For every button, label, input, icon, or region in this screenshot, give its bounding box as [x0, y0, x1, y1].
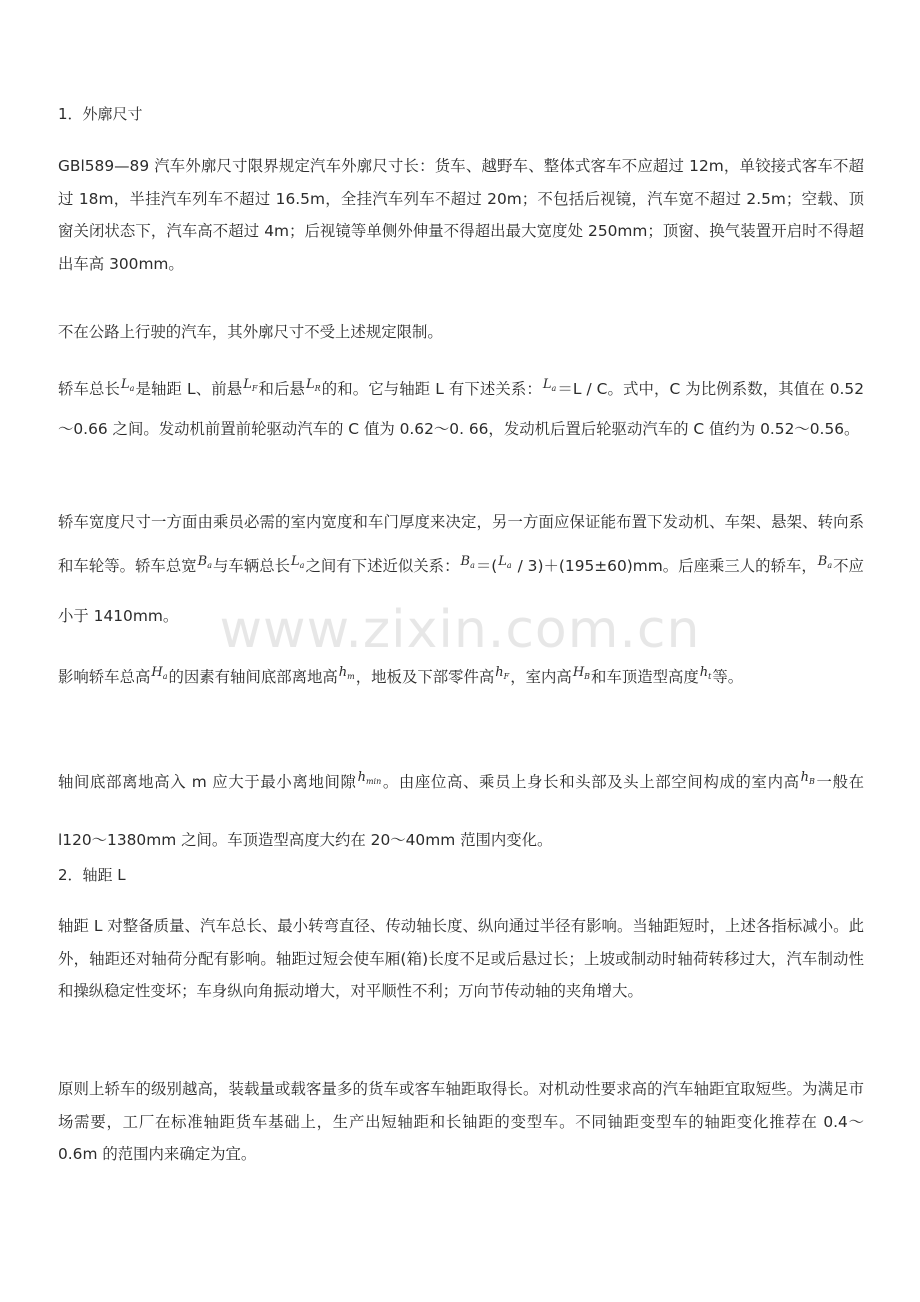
formula-sub: a: [207, 561, 212, 570]
formula-sub: a: [506, 561, 512, 570]
text-run: ，地板及下部零件高: [355, 668, 495, 686]
watermark: www.zixin.com.cn: [219, 600, 701, 660]
formula-sub: B: [584, 672, 591, 681]
formula-sub: a: [827, 561, 833, 570]
text-run: 不应小于 1410mm。: [58, 557, 864, 625]
text-run: 等。: [712, 668, 744, 686]
formula-sub: a: [162, 672, 168, 681]
text-run: 与车辆总长: [212, 557, 291, 575]
paragraph-wheelbase-effects: 轴距 L 对整备质量、汽车总长、最小转弯直径、传动轴长度、纵向通过半径有影响。当轴距短时，上述各指标减小。此外，轴距还对轴荷分配有影响。轴距过短会使车厢(箱)长度不足或后悬过长；上坡或制动时轴荷转移过大，汽车制动性和操纵稳定性变坏；车身纵向角振动增大，对平顺性不利；万向节传动轴的夹角增大。: [58, 917, 864, 1000]
text-run: ，室内高: [510, 668, 572, 686]
text-run: 轿车宽度尺寸一方面由乘员必需的室内宽度和车门厚度来决定，另一方面应保证能布置下发动机、车架、悬架、转向系和车轮等。轿车总宽: [58, 513, 864, 575]
formula-base: B: [460, 554, 471, 569]
paragraph-ground-clearance: [58, 756, 864, 866]
paragraph-outline-limits: GBl589—89 汽车外廓尺寸限界规定汽车外廓尺寸长：货车、越野车、整体式客车不应超过 12m，单铰接式客车不超过 18m，半挂汽车列车不超过 16.5m，全挂汽车列车不超过 20m；不包括后视镜，汽车宽不超过 2.5m；空载、顶窗关闭状态下，汽车高不超过 4m；后视镜等单侧外伸量不得超出最大宽度处 250mm；顶窗、换气装置开启时不得超出车高 300mm。: [58, 157, 864, 273]
formula-sub: a: [551, 384, 557, 393]
formula-base: h: [338, 665, 348, 680]
formula-Ba: [461, 554, 475, 569]
formula-La: [291, 554, 304, 569]
text-run: 轴间底部离地高入 m 应大于最小离地间隙: [58, 773, 357, 791]
formula-sub: t: [708, 672, 712, 681]
paragraph-wheelbase-selection: 原则上轿车的级别越高，装载量或载客量多的货车或客车轴距取得长。对机动性要求高的汽车轴距宜取短些。为满足市场需要，工厂在标准轴距货车基础上，生产出短轴距和长铀距的变型车。不同铀距变型车的轴距变化推荐在 0.4～0.6m 的范围内来确定为宜。: [58, 1080, 864, 1163]
text-run: 的和。它与轴距 L 有下述关系：: [321, 380, 542, 398]
formula-Ba: [198, 554, 212, 569]
text-run: 之间有下述近似关系：: [305, 557, 460, 575]
text-run: 和后悬: [258, 380, 306, 398]
formula-Ha: [151, 665, 167, 680]
formula-HB: [573, 665, 590, 680]
formula-hm: [339, 665, 355, 680]
paragraph-offroad-exemption: 不在公路上行驶的汽车，其外廓尺寸不受上述规定限制。: [58, 323, 443, 341]
formula-base: h: [495, 665, 504, 680]
formula-ht: [700, 665, 712, 680]
formula-sub: a: [470, 561, 475, 570]
formula-base: h: [800, 770, 810, 785]
formula-Ba: [818, 554, 832, 569]
formula-base: H: [151, 665, 163, 680]
formula-sub: a: [129, 384, 135, 393]
formula-sub: F: [251, 384, 258, 393]
text-run: 。由座位高、乘员上身长和头部及头上部空间构成的室内高: [382, 773, 800, 791]
formula-hB: [801, 770, 815, 785]
formula-sub: a: [299, 561, 305, 570]
paragraph-total-height: [58, 660, 864, 700]
formula-sub: F: [503, 672, 510, 681]
formula-base: B: [817, 554, 828, 569]
formula-sub: m: [347, 672, 355, 681]
text-run: 影响轿车总高: [58, 668, 151, 686]
formula-hF: [495, 665, 509, 680]
section-heading-2: 2．轴距 L: [58, 866, 126, 884]
formula-base: L: [306, 377, 315, 392]
paragraph-total-length: [58, 372, 864, 446]
text-run: / 3)＋(195±60)mm。后座乘三人的轿车，: [512, 557, 817, 575]
formula-La: [543, 377, 556, 392]
formula-La: [121, 377, 134, 392]
formula-LF: [243, 377, 257, 392]
formula-base: L: [243, 377, 252, 392]
formula-base: H: [572, 665, 585, 680]
paragraph-total-width: [58, 500, 864, 638]
formula-base: L: [498, 554, 507, 569]
text-run: ＝L / C。式中，C 为比例系数，其值在 0.52～0.66 之间。发动机前置前轮驱动汽车的 C 值为 0.62～0. 66，发动机后置后轮驱动汽车的 C 值约为 0.52～0.56。: [58, 380, 864, 438]
formula-base: B: [197, 554, 208, 569]
formula-base: L: [542, 377, 552, 392]
formula-sub: B: [809, 777, 815, 786]
text-run: 轿车总长: [58, 380, 120, 398]
text-run: 一般在 l120～1380mm 之间。车顶造型高度大约在 20～40mm 范围内变化。: [58, 773, 864, 849]
formula-base: L: [121, 377, 130, 392]
text-run: ＝(: [475, 557, 498, 575]
formula-sub: min: [365, 777, 382, 786]
formula-base: h: [699, 665, 709, 680]
formula-sub: R: [314, 384, 321, 393]
formula-hmin: [358, 770, 382, 785]
formula-base: h: [357, 770, 366, 785]
text-run: 和车顶造型高度: [591, 668, 699, 686]
formula-LR: [306, 377, 321, 392]
formula-La: [498, 554, 511, 569]
section-heading-1: 1．外廓尺寸: [58, 105, 143, 123]
formula-base: L: [291, 554, 300, 569]
text-run: 是轴距 L、前悬: [135, 380, 243, 398]
text-run: 的因素有轴间底部离地高: [168, 668, 338, 686]
